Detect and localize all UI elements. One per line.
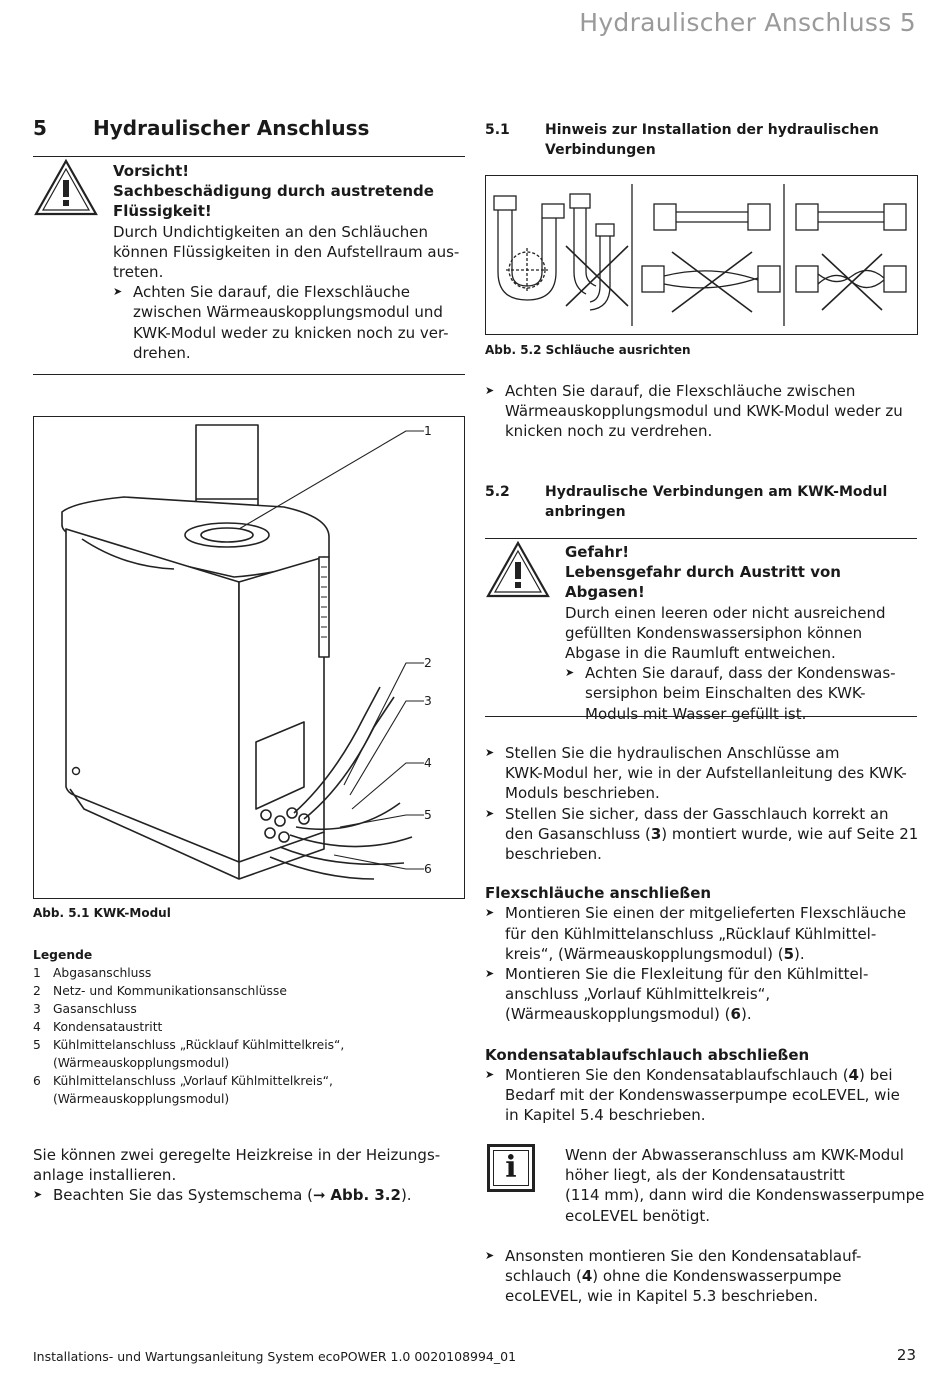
bullet-line (505, 1266, 925, 1286)
legend-text (53, 1036, 344, 1072)
legend-item (33, 1072, 463, 1108)
divider (485, 716, 917, 717)
divider (485, 538, 917, 539)
caution-bullet (113, 282, 468, 363)
bullet-line: knicken noch zu verdrehen. (505, 422, 713, 441)
bullet-line: beschrieben. (505, 845, 602, 864)
bullet-line: Moduls beschrieben. (505, 784, 660, 803)
section-number: 5.1 (485, 122, 510, 138)
subheading: Flexschläuche anschließen (485, 884, 712, 903)
system-schema-bullet (33, 1185, 465, 1205)
info-line: ecoLEVEL benötigt. (565, 1206, 711, 1225)
divider (33, 156, 465, 157)
section-title-line: anbringen (545, 504, 626, 520)
danger-bullet-line: ➤ Achten Sie darauf, dass der Kondenswas- (585, 664, 896, 683)
section-title-line: Hydraulische Verbindungen am KWK-Modul (545, 484, 888, 500)
figure-kwk-modul (33, 416, 465, 899)
warning-triangle-icon (485, 540, 551, 600)
caution-bullet-line: drehen. (133, 343, 191, 362)
legend-number: 1 (33, 966, 41, 980)
bullet-line: Bedarf mit der Kondenswasserpumpe ecoLEVEL, wie (505, 1086, 900, 1105)
legend-text (53, 1072, 333, 1108)
bullet-line (505, 824, 925, 844)
danger-block (565, 542, 925, 724)
bullet-line: in Kapitel 5.4 beschrieben. (505, 1106, 706, 1125)
reference-number: 5 (783, 944, 794, 963)
bullet-line (505, 1065, 925, 1085)
bullet-line: ecoLEVEL, wie in Kapitel 5.3 beschrieben. (505, 1287, 819, 1306)
info-line: (114 mm), dann wird die Kondenswasserpumpe (565, 1186, 925, 1205)
info-text (565, 1145, 925, 1226)
section-number: 5.2 (485, 484, 510, 500)
legend-line: Kühlmittelanschluss „Vorlauf Kühlmittelkreis“, (53, 1074, 333, 1088)
caution-bullet-line: KWK-Modul weder zu knicken noch zu ver- (133, 323, 449, 342)
text: ). (794, 944, 805, 963)
danger-bullet-line: Moduls mit Wasser gefüllt ist. (585, 704, 807, 723)
section-title: Hydraulischer Anschluss (93, 116, 370, 140)
caution-line: treten. (113, 263, 164, 282)
legend-number: 4 (33, 1020, 41, 1034)
reference-number: 3 (650, 824, 662, 843)
callout-1: 1 (424, 424, 432, 438)
legend-title: Legende (33, 948, 93, 962)
legend-number: 6 (33, 1074, 41, 1088)
legend-item (33, 982, 463, 1000)
legend-item (33, 1018, 463, 1036)
bullet-line: ➤ Stellen Sie sicher, dass der Gasschlauch korrekt an (505, 804, 889, 823)
bullet-line: ➤ Montieren Sie einen der mitgelieferten Flexschläuche (505, 904, 907, 923)
bullet-item (485, 1246, 925, 1307)
legend-line: (Wärmeauskopplungsmodul) (53, 1056, 230, 1070)
section-5-1-heading (485, 120, 925, 160)
final-instruction (485, 1246, 925, 1307)
text: ) montiert wurde, wie auf Seite 21 (661, 824, 919, 843)
text: schlauch ( (505, 1267, 582, 1286)
callout-4: 4 (424, 756, 432, 770)
section-5-2-heading (485, 482, 925, 522)
danger-line: Durch einen leeren oder nicht ausreichend (565, 603, 886, 622)
legend (33, 946, 463, 1108)
bullet-item (485, 381, 920, 442)
hose-instruction (485, 381, 920, 442)
caution-bullet-line: zwischen Wärmeauskopplungsmodul und (133, 303, 443, 322)
bullet-item (485, 964, 925, 1025)
legend-item (33, 1000, 463, 1018)
bullet-text: ). (400, 1186, 412, 1205)
text: den Gasanschluss ( (505, 824, 651, 843)
bullet-text: Beachten Sie das Systemschema ( (53, 1186, 313, 1205)
running-header: Hydraulischer Anschluss 5 (579, 8, 916, 37)
danger-bullet (565, 663, 925, 724)
text: kreis“, (Wärmeauskopplungsmodul) ( (505, 944, 784, 963)
bullet-item (485, 804, 925, 865)
page-number: 23 (896, 1346, 916, 1364)
reference-number: 4 (581, 1267, 593, 1286)
legend-line: (Wärmeauskopplungsmodul) (53, 1092, 230, 1106)
caution-bullet-line: ➤ Achten Sie darauf, die Flexschläuche (133, 283, 410, 302)
danger-subtitle: Lebensgefahr durch Austritt von Abgasen! (565, 563, 841, 602)
paragraph-line: Sie können zwei geregelte Heizkreise in der Heizungs- (33, 1146, 441, 1164)
caution-subtitle-2: Flüssigkeit! (113, 202, 212, 221)
bullet-line: Wärmeauskopplungsmodul und KWK-Modul weder zu (505, 402, 903, 421)
bullet-line (505, 1004, 925, 1024)
bullet-item (485, 1065, 925, 1126)
caution-title: Vorsicht! (113, 162, 190, 180)
caution-block (113, 161, 468, 363)
reference-number: 4 (848, 1065, 859, 1084)
reference-number: 6 (730, 1005, 741, 1024)
warning-triangle-icon (33, 158, 99, 218)
section-title-line: Verbindungen (545, 142, 656, 158)
callout-2: 2 (424, 656, 432, 670)
legend-item (33, 964, 463, 982)
figure-hoses (485, 175, 918, 335)
bullet-line: KWK-Modul her, wie in der Aufstellanleitung des KWK- (505, 764, 907, 783)
legend-text: Gasanschluss (53, 1002, 137, 1016)
legend-text: Abgasanschluss (53, 966, 152, 980)
bullet-line: für den Kühlmittelanschluss „Rücklauf Kühlmittel- (505, 924, 877, 943)
text: (Wärmeauskopplungsmodul) ( (505, 1005, 731, 1024)
info-line: höher liegt, als der Kondensataustritt (565, 1166, 845, 1185)
text: Montieren Sie den Kondensatablaufschlauch ( (505, 1065, 849, 1084)
figure-reference-link[interactable]: Abb. 3.2 (330, 1186, 401, 1205)
bullet-item (485, 903, 925, 964)
arrow-icon: ➞ (313, 1186, 326, 1205)
section-5-heading (33, 116, 370, 140)
bullet-line: ➤ Stellen Sie die hydraulischen Anschlüsse am (505, 744, 840, 762)
hose-alignment-illustration (486, 176, 917, 334)
danger-line: Abgase in die Raumluft entweichen. (565, 644, 836, 663)
info-line: Wenn der Abwasseranschluss am KWK-Modul (565, 1146, 904, 1164)
paragraph-line: anlage installieren. (33, 1166, 177, 1185)
figure-caption: Abb. 5.1 KWK-Modul (33, 906, 171, 920)
kwk-modul-illustration (34, 417, 464, 898)
legend-item (33, 1036, 463, 1072)
callout-6: 6 (424, 862, 432, 876)
bullet-line: ➤ Montieren Sie die Flexleitung für den Kühlmittel- (505, 965, 869, 984)
bullet-line (505, 944, 925, 964)
caution-line: Durch Undichtigkeiten an den Schläuchen (113, 222, 428, 241)
connection-steps (485, 743, 925, 1125)
legend-number: 2 (33, 984, 41, 998)
legend-text: Netz- und Kommunikationsanschlüsse (53, 984, 287, 998)
legend-number: 5 (33, 1038, 41, 1052)
figure-caption: Abb. 5.2 Schläuche ausrichten (485, 343, 691, 357)
danger-bullet-line: sersiphon beim Einschalten des KWK- (585, 684, 866, 703)
info-icon (487, 1144, 535, 1192)
bullet-item (485, 743, 925, 804)
legend-number: 3 (33, 1002, 41, 1016)
section-title-line: Hinweis zur Installation der hydraulischen (545, 122, 879, 138)
subheading: Kondensatablaufschlauch abschließen (485, 1045, 810, 1064)
callout-3: 3 (424, 694, 432, 708)
danger-title: Gefahr! (565, 543, 630, 561)
legend-line: Kühlmittelanschluss „Rücklauf Kühlmittelkreis“, (53, 1038, 345, 1052)
info-letter: i (505, 1150, 517, 1185)
text: ). (740, 1005, 752, 1024)
caution-line: können Flüssigkeiten in den Aufstellraum aus- (113, 242, 460, 261)
caution-subtitle-1: Sachbeschädigung durch austretende (113, 182, 434, 201)
bullet-line: ➤ Ansonsten montieren Sie den Kondensatablauf- (505, 1247, 862, 1265)
bullet-line: ➤ Achten Sie darauf, die Flexschläuche zwischen (505, 382, 856, 400)
text: ) ohne die Kondenswasserpumpe (592, 1267, 842, 1286)
callout-5: 5 (424, 808, 432, 822)
legend-text: Kondensataustritt (53, 1020, 163, 1034)
danger-line: gefüllten Kondenswassersiphon können (565, 623, 863, 642)
bullet-line: anschluss „Vorlauf Kühlmittelkreis“, (505, 985, 771, 1004)
section-number: 5 (33, 116, 47, 140)
heating-circuits-text (33, 1145, 465, 1206)
footer-text: Installations- und Wartungsanleitung System ecoPOWER 1.0 0020108994_01 (33, 1349, 517, 1364)
divider (33, 374, 465, 375)
text: ) bei (858, 1065, 893, 1084)
